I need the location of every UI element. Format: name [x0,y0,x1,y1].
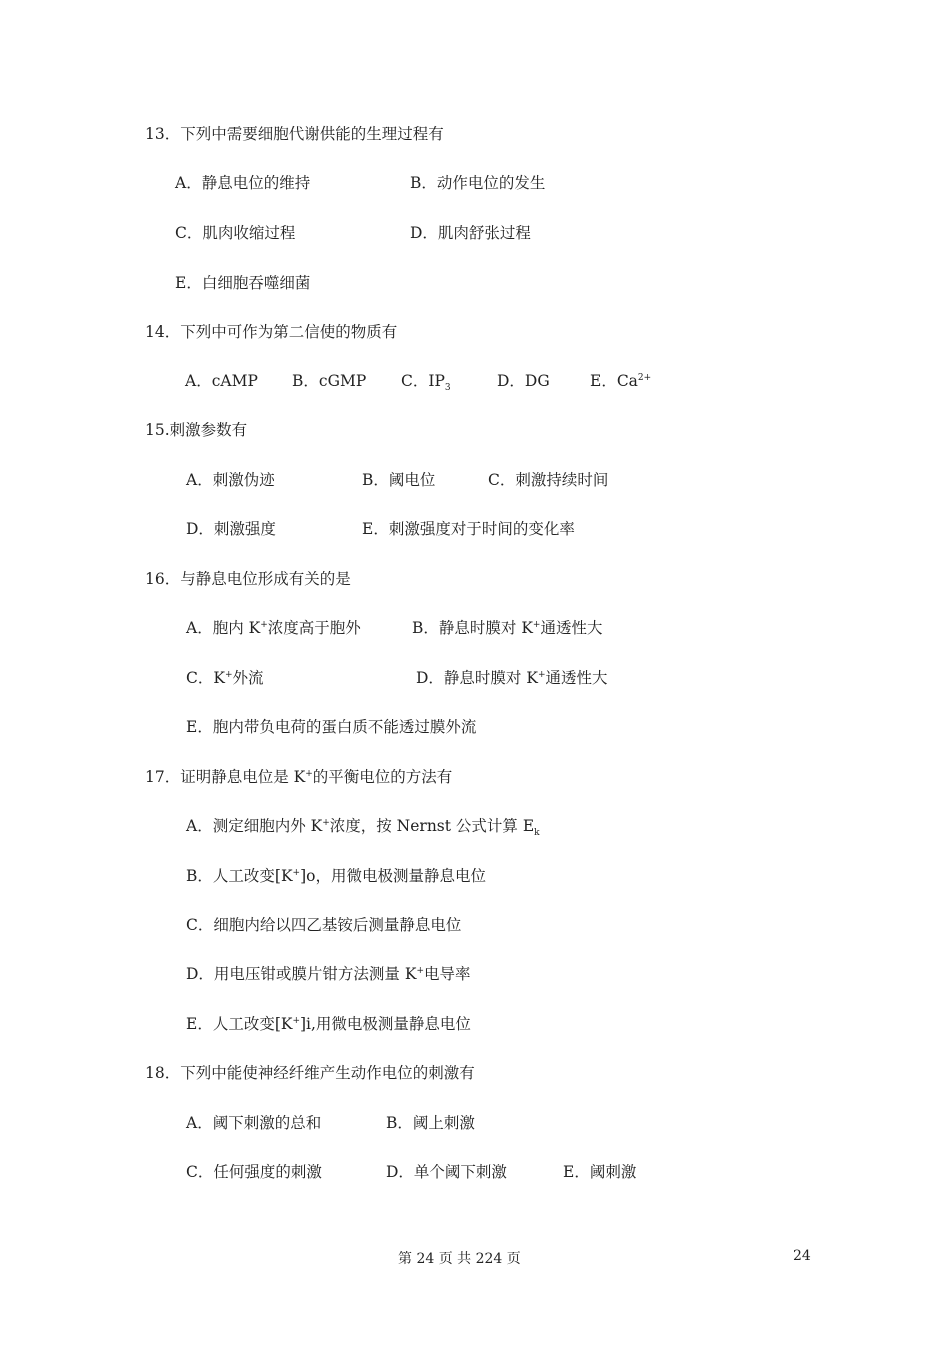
option-text: ]o，用微电极测量静息电位 [300,867,486,885]
question-17-option-d [186,964,471,984]
question-15-stem: 15.刺激参数有 [145,421,248,439]
question-14-option-d: D．DG [497,372,550,390]
superscript: + [416,965,424,976]
question-16-option-c [186,668,264,688]
page-number: 24 [793,1248,811,1264]
option-text: A．胞内 K [186,619,261,637]
superscript: + [322,817,330,828]
question-15-option-d: D．刺激强度 [186,520,276,538]
option-text: E．人工改变[K [186,1015,293,1033]
question-13-option-b: B．动作电位的发生 [410,174,546,192]
question-16-stem: 16．与静息电位形成有关的是 [145,570,351,588]
question-18-option-e: E．阈刺激 [563,1163,637,1181]
question-13-option-e: E．白细胞吞噬细菌 [175,274,311,292]
question-14-option-e [590,371,651,391]
superscript: + [537,669,546,680]
question-15-option-c: C．刺激持续时间 [488,471,609,489]
option-text: C．IP [401,372,445,390]
question-14-option-b: B．cGMP [292,372,367,390]
option-text: A．测定细胞内外 K [186,817,323,835]
option-text: D．静息时膜对 K [416,669,538,687]
stem-text: 的平衡电位的方法有 [312,768,453,786]
question-18-option-d: D．单个阈下刺激 [386,1163,507,1181]
option-text: D．用电压钳或膜片钳方法测量 K [186,965,417,983]
question-18-option-a: A．阈下刺激的总和 [186,1114,322,1132]
question-14-stem: 14．下列中可作为第二信使的物质有 [145,323,398,341]
option-text: 外流 [232,669,264,687]
option-text: B．人工改变[K [186,867,293,885]
question-16-option-b [412,618,602,638]
superscript: + [305,768,313,779]
superscript: + [292,867,301,878]
question-13-option-c: C．肌肉收缩过程 [175,224,296,242]
subscript: k [534,828,540,839]
page-footer: 第 24 页 共 224 页 [398,1251,521,1267]
question-16-option-a [186,618,361,638]
question-17-stem [145,767,452,787]
question-15-option-a: A．刺激伪迹 [186,471,275,489]
option-text: C．K [186,669,225,687]
question-13-stem: 13．下列中需要细胞代谢供能的生理过程有 [145,125,444,143]
option-text: 通透性大 [540,619,603,637]
superscript: + [224,669,233,680]
option-text: 浓度高于胞外 [267,619,361,637]
option-text: 电导率 [423,965,471,983]
subscript: 3 [444,383,451,394]
question-13-option-a: A．静息电位的维持 [175,174,311,192]
superscript: 2+ [637,372,652,383]
question-18-stem: 18．下列中能使神经纤维产生动作电位的刺激有 [145,1064,475,1082]
superscript: + [292,1015,300,1026]
question-15-option-b: B．阈电位 [362,471,436,489]
question-14-option-a: A．cAMP [185,372,258,390]
question-16-option-d [416,668,608,688]
question-17-option-a [186,816,540,839]
question-16-option-e: E．胞内带负电荷的蛋白质不能透过膜外流 [186,718,477,736]
superscript: + [532,619,541,630]
option-text: B．静息时膜对 K [412,619,533,637]
option-text: ]i,用微电极测量静息电位 [300,1015,471,1033]
option-text: 浓度，按 Nernst 公式计算 E [329,817,535,835]
option-text: E．Ca [590,372,638,390]
question-17-option-e [186,1014,471,1034]
question-17-option-b [186,866,486,886]
stem-text: 17．证明静息电位是 K [145,768,306,786]
question-18-option-b: B．阈上刺激 [386,1114,475,1132]
superscript: + [260,619,268,630]
question-18-option-c: C．任何强度的刺激 [186,1163,322,1181]
question-15-option-e: E．刺激强度对于时间的变化率 [362,520,575,538]
question-13-option-d: D．肌肉舒张过程 [410,224,531,242]
option-text: 通透性大 [545,669,608,687]
question-17-option-c: C．细胞内给以四乙基铵后测量静息电位 [186,916,462,934]
question-14-option-c [401,371,451,394]
